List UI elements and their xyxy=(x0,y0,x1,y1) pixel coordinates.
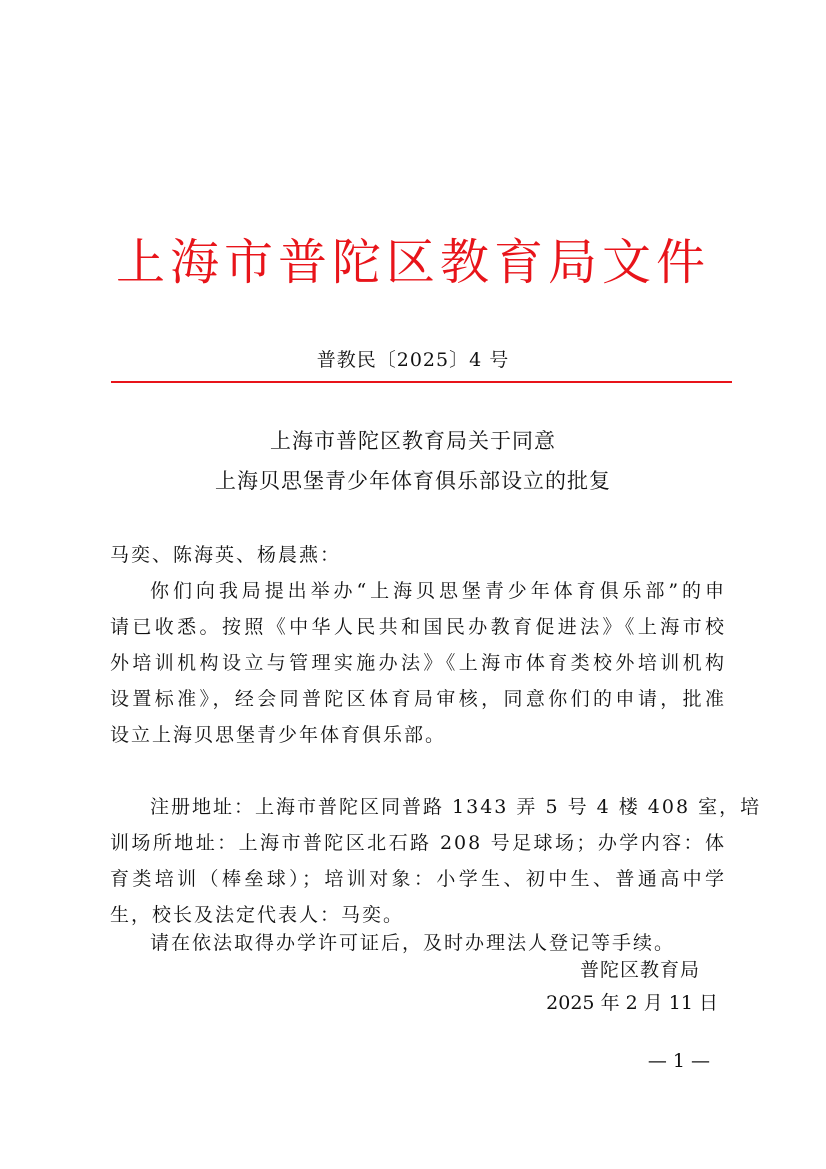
document-title-line-2: 上海贝思堡青少年体育俱乐部设立的批复 xyxy=(215,469,611,493)
document-title-line-1: 上海市普陀区教育局关于同意 xyxy=(270,429,556,453)
salutation: 马奕、陈海英、杨晨燕： xyxy=(110,544,342,566)
paragraph-line: 育类培训（棒垒球）；培训对象：小学生、初中生、普通高中学 xyxy=(110,868,726,890)
paragraph-details xyxy=(110,789,762,933)
paragraph-line: 外培训机构设立与管理实施办法》《上海市体育类校外培训机构 xyxy=(110,652,726,674)
signing-organization: 普陀区教育局 xyxy=(579,959,700,981)
document-number: 普教民〔2025〕4 号 xyxy=(316,349,510,371)
paragraph-approval xyxy=(110,573,726,753)
paragraph-line: 训场所地址：上海市普陀区北石路 208 号足球场；办学内容：体 xyxy=(110,832,726,854)
page-number: — 1 — xyxy=(647,1050,710,1072)
signing-date: 2025 年 2 月 11 日 xyxy=(546,992,718,1014)
paragraph-line: 请已收悉。按照《中华人民共和国民办教育促进法》《上海市校 xyxy=(110,616,726,638)
paragraph-line: 设置标准》，经会同普陀区体育局审核，同意你们的申请，批准 xyxy=(110,688,726,710)
red-divider-rule xyxy=(111,381,732,383)
paragraph-line: 设立上海贝思堡青少年体育俱乐部。 xyxy=(110,724,447,746)
paragraph-line: 生，校长及法定代表人：马奕。 xyxy=(110,904,405,926)
paragraph-line: 请在依法取得办学许可证后，及时办理法人登记等手续。 xyxy=(150,932,676,954)
paragraph-line: 注册地址：上海市普陀区同普路 1343 弄 5 号 4 楼 408 室，培 xyxy=(150,796,762,818)
paragraph-line: 你们向我局提出举办“上海贝思堡青少年体育俱乐部”的申 xyxy=(150,580,726,602)
issuer-masthead: 上海市普陀区教育局文件 xyxy=(115,234,710,291)
